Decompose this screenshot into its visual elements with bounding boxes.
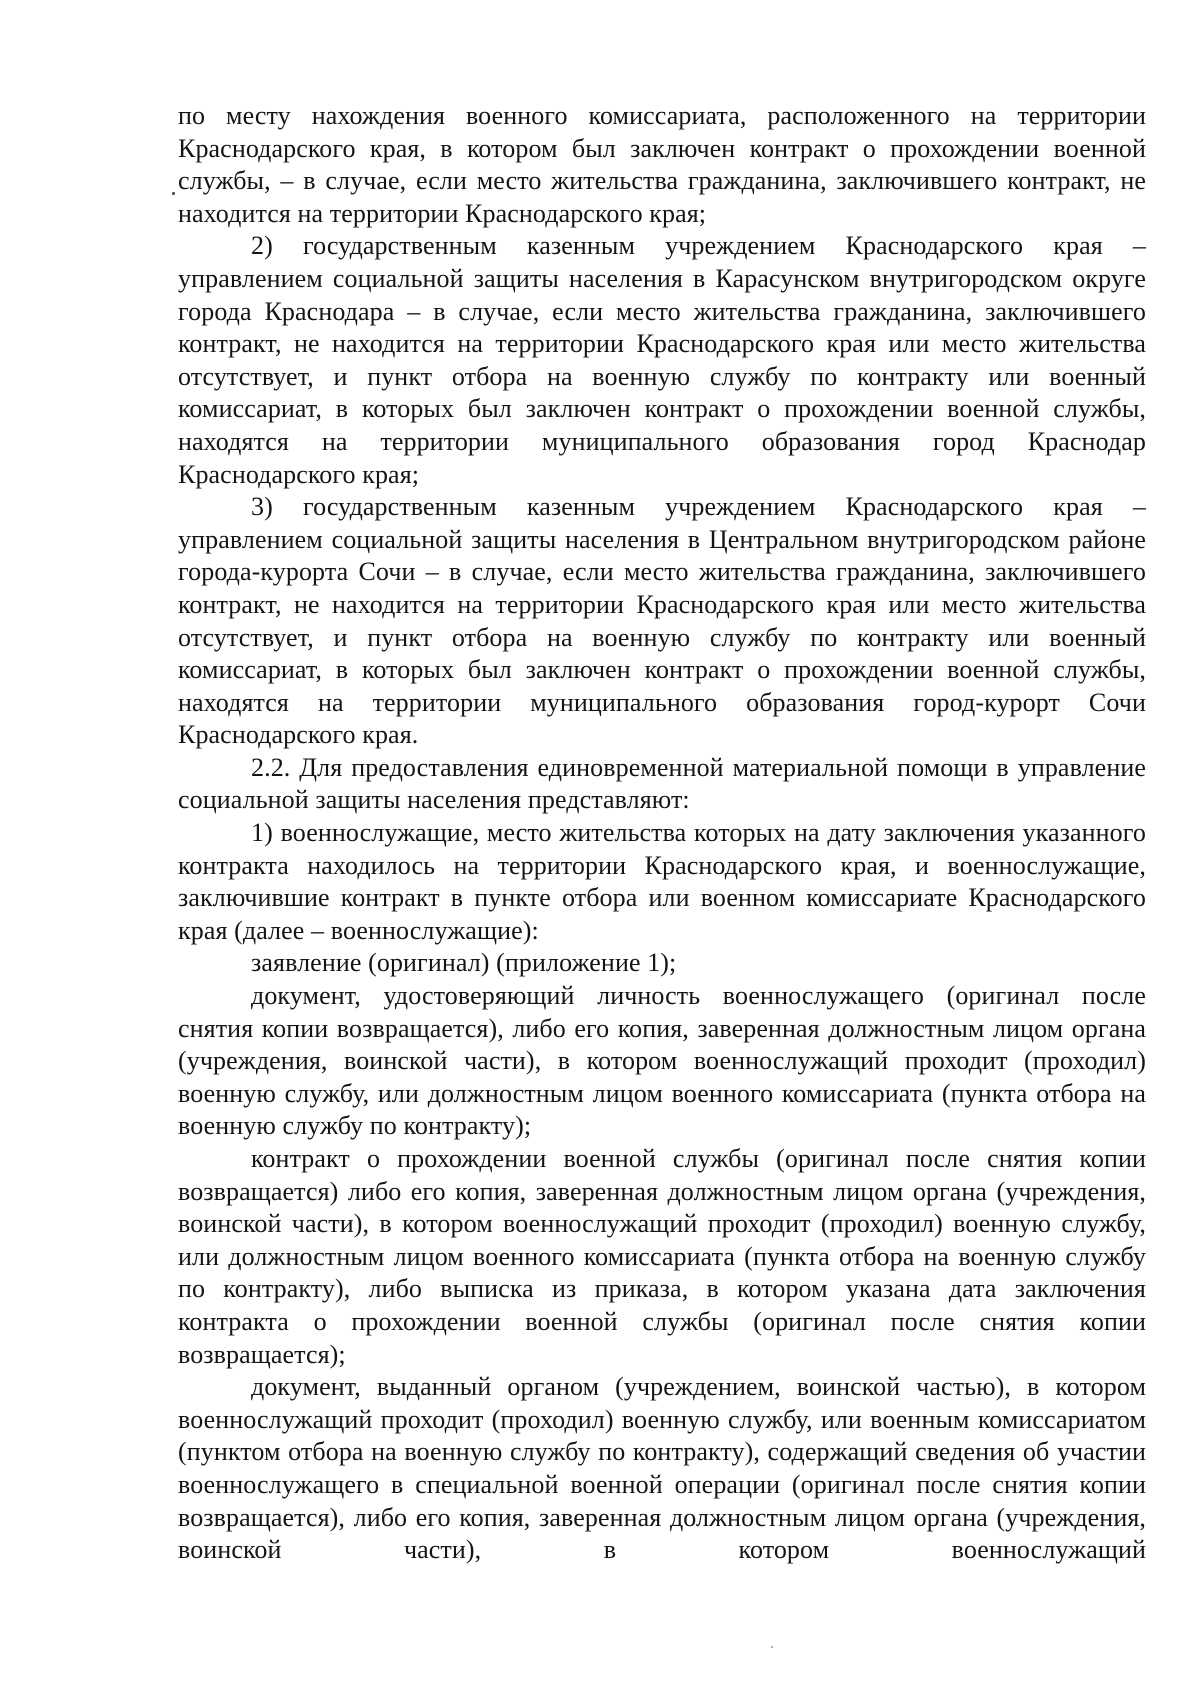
paragraph-participation-document: документ, выданный органом (учреждением, воинской частью), в котором военнослужащий проходит (проходил) военную службу, или военным комиссариатом (пунктом отбора на военную службу по контракту), содержащий сведения об участии военнослужащего в специальной военной операции (оригинал после снятия копии возвращается), либо его копия, заверенная должностным лицом органа (учреждения, воинской части), в котором военнослужащий bbox=[178, 1372, 1146, 1565]
paragraph-subitem-1: 1) военнослужащие, место жительства которых на дату заключения указанного контракта находилось на территории Краснодарского края, и военнослужащие, заключившие контракт в пункте отбора или военном комиссариате Краснодарского края (далее – военнослужащие): bbox=[178, 818, 1146, 945]
paragraph-application: заявление (оригинал) (приложение 1); bbox=[251, 948, 677, 978]
paragraph-section-2-2: 2.2. Для предоставления единовременной материальной помощи в управление социальной защиты населения представляют: bbox=[178, 752, 1146, 815]
paragraph-identity-document: документ, удостоверяющий личность военнослужащего (оригинал после снятия копии возвращается), либо его копия, заверенная должностным лицом органа (учреждения, воинской части), в котором военнослужащий проходит (проходил) военную службу, или должностным лицом военного комиссариата (пункта отбора на военную службу по контракту); bbox=[178, 981, 1146, 1141]
scan-artifact-dot-bottom bbox=[771, 1646, 773, 1648]
scan-artifact-dot bbox=[172, 192, 175, 195]
document-body bbox=[178, 100, 1146, 1567]
paragraph-continuation: по месту нахождения военного комиссариата, расположенного на территории Краснодарского края, в котором был заключен контракт о прохождении военной службы, – в случае, если место жительства гражданина, заключившего контракт, не находится на территории Краснодарского края; bbox=[178, 101, 1146, 228]
paragraph-contract: контракт о прохождении военной службы (оригинал после снятия копии возвращается) либо его копия, заверенная должностным лицом органа (учреждения, воинской части), в котором военнослужащий проходит (проходил) военную службу, или должностным лицом военного комиссариата (пункта отбора на военную службу по контракту), либо выписка из приказа, в котором указана дата заключения контракта о прохождении военной службы (оригинал после снятия копии возвращается); bbox=[178, 1144, 1146, 1369]
paragraph-item-2: 2) государственным казенным учреждением Краснодарского края – управлением социальной защиты населения в Карасунском внутригородском округе города Краснодара – в случае, если место жительства гражданина, заключившего контракт, не находится на территории Краснодарского края или место жительства отсутствует, и пункт отбора на военную службу по контракту или военный комиссариат, в которых был заключен контракт о прохождении военной службы, находятся на территории муниципального образования город Краснодар Краснодарского края; bbox=[178, 231, 1146, 489]
paragraph-item-3: 3) государственным казенным учреждением Краснодарского края – управлением социальной защиты населения в Центральном внутригородском районе города-курорта Сочи – в случае, если место жительства гражданина, заключившего контракт, не находится на территории Краснодарского края или место жительства отсутствует, и пункт отбора на военную службу по контракту или военный комиссариат, в которых был заключен контракт о прохождении военной службы, находятся на территории муниципального образования город-курорт Сочи Краснодарского края. bbox=[178, 492, 1146, 750]
